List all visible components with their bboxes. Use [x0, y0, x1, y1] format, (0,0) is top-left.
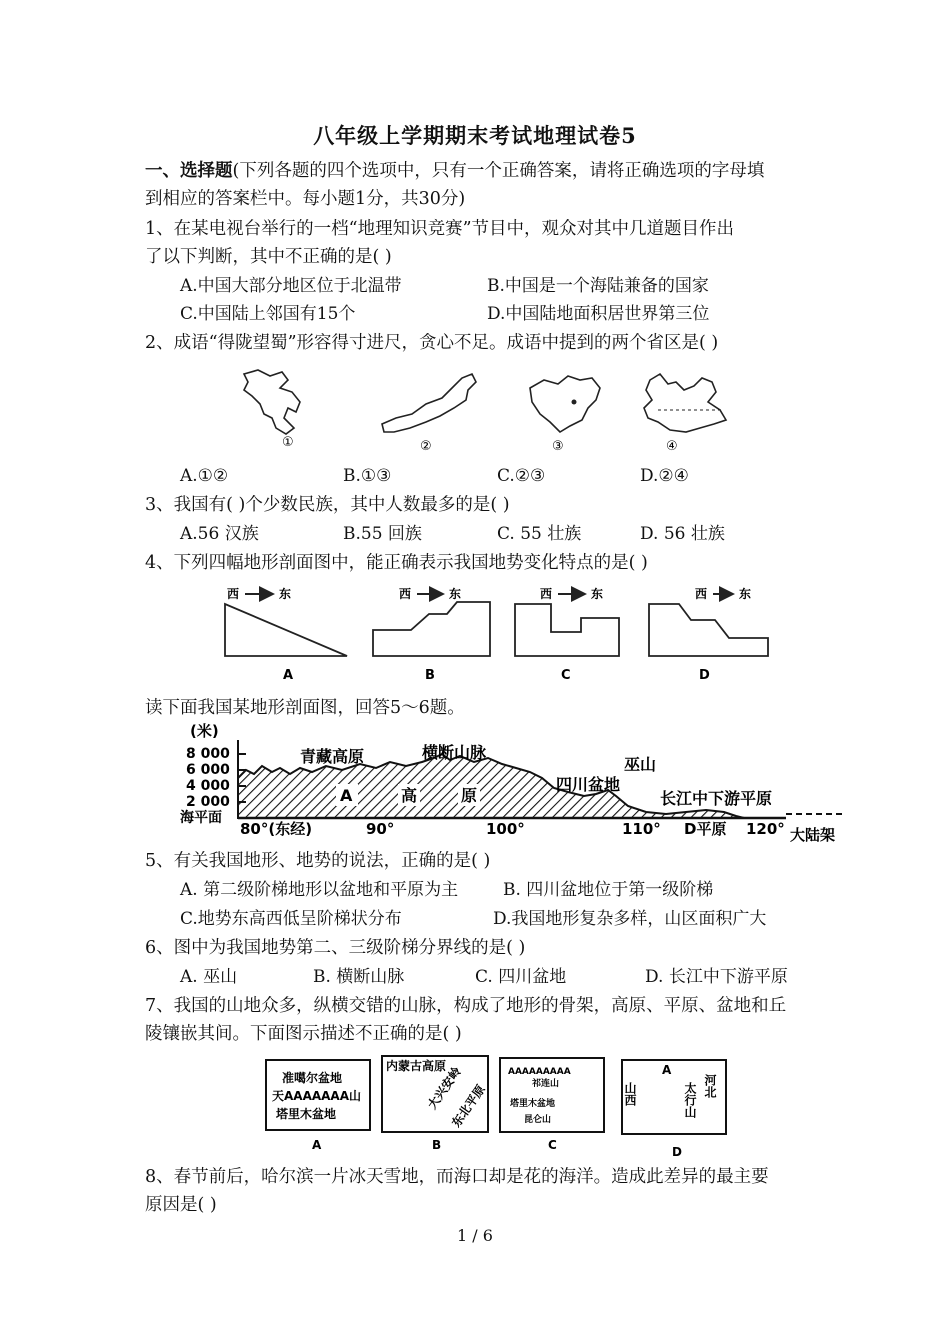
q4a-west: 西: [227, 587, 240, 601]
q7c-line4: 昆仑山: [524, 1115, 552, 1125]
q3-option-a[interactable]: A.56 汉族: [180, 524, 259, 544]
q4d-label: D: [699, 668, 710, 683]
q2-option-a[interactable]: A.①②: [180, 466, 229, 486]
page-number: 1 / 6: [457, 1226, 493, 1245]
terrain-profile-figure: [176, 718, 846, 844]
q5-option-d[interactable]: D.我国地形复杂多样，山区面积广大: [493, 909, 767, 929]
page-title: 八年级上学期期末考试地理试卷5: [313, 123, 637, 148]
q5-option-b[interactable]: B. 四川盆地位于第一级阶梯: [503, 880, 714, 900]
q4b-profile: [373, 602, 490, 656]
q1-stem-1: 1、在某电视台举行的一档“地理知识竞赛”节目中，观众对其中几道题目作出: [145, 219, 735, 239]
q7-stem-1: 7、我国的山地众多，纵横交错的山脉，构成了地形的骨架，高原、平原、盆地和丘: [145, 996, 787, 1016]
q5-stem: 5、有关我国地形、地势的说法，正确的是( ): [145, 851, 491, 871]
x-tick-90: 90°: [366, 820, 395, 838]
q7d-mid: 太行山: [683, 1082, 697, 1118]
q7a-line1: 准噶尔盆地: [282, 1071, 343, 1085]
y-tick-6000: 6 000: [186, 762, 230, 778]
q2-stem: 2、成语“得陇望蜀”形容得寸进尺，贪心不足。成语中提到的两个省区是( ): [145, 333, 719, 353]
q4b-west: 西: [399, 587, 412, 601]
map-label-1: ①: [282, 435, 294, 450]
q3-option-b[interactable]: B.55 回族: [343, 524, 422, 544]
label-qingzang: 青藏高原: [300, 747, 365, 766]
q4b-label: B: [425, 668, 435, 683]
q3-stem: 3、我国有( )个少数民族，其中人数最多的是( ): [145, 495, 510, 515]
q7c-line2: 祁连山: [532, 1079, 560, 1089]
q4c-label: C: [561, 668, 571, 683]
q7a-line2: 天AAAAAAA山: [272, 1089, 362, 1103]
x-tick-80: 80°(东经): [240, 820, 313, 838]
y-tick-4000: 4 000: [186, 778, 230, 794]
label-yuan: 原: [461, 786, 478, 805]
q7d-mounts: A: [662, 1063, 672, 1077]
q2-option-c[interactable]: C.②③: [497, 466, 546, 486]
q7a-label: A: [312, 1138, 322, 1152]
q1-option-b[interactable]: B.中国是一个海陆兼备的国家: [487, 276, 709, 296]
q5-option-a[interactable]: A. 第二级阶梯地形以盆地和平原为主: [180, 880, 459, 900]
q1-option-a[interactable]: A.中国大部分地区位于北温带: [180, 276, 402, 296]
label-hengduan: 横断山脉: [422, 743, 487, 762]
q4-stem: 4、下列四幅地形剖面图中，能正确表示我国地势变化特点的是( ): [145, 553, 648, 573]
x-tick-120: 120°: [746, 820, 785, 838]
q8-stem-1: 8、春节前后，哈尔滨一片冰天雪地，而海口却是花的海洋。造成此差异的最主要: [145, 1167, 769, 1187]
q1-option-c[interactable]: C.中国陆上邻国有15个: [180, 304, 356, 324]
q4-profile-diagrams: [215, 580, 785, 688]
label-changjiang: 长江中下游平原: [660, 789, 773, 808]
profile-intro: 读下面我国某地形剖面图，回答5～6题。: [145, 698, 465, 718]
q4b-east: 东: [449, 587, 462, 601]
inner-mongolia-map-shape: [382, 374, 476, 432]
section-instructions-1: (下列各题的四个选项中，只有一个正确答案，请将正确选项的字母填: [232, 161, 765, 181]
q7b-label: B: [432, 1138, 442, 1152]
q7c-line3: 塔里木盆地: [510, 1099, 556, 1109]
y-tick-8000: 8 000: [186, 746, 230, 762]
sichuan-capital-dot: [572, 400, 577, 405]
profile-unit: (米): [190, 722, 219, 740]
q4c-east: 东: [591, 587, 604, 601]
y-tick-2000: 2 000: [186, 794, 230, 810]
q4d-profile: [649, 604, 768, 656]
q7b-bottom: 东北平原: [448, 1082, 488, 1130]
q4d-east: 东: [739, 587, 752, 601]
q7c-line1: AAAAAAAAA: [508, 1067, 571, 1077]
q4a-east: 东: [279, 587, 292, 601]
q6-option-d[interactable]: D. 长江中下游平原: [645, 967, 788, 987]
section-heading: 一、选择题: [145, 161, 233, 181]
yunnan-map-shape: [644, 374, 726, 432]
q7d-label: D: [672, 1145, 682, 1159]
sichuan-map-shape: [530, 376, 600, 432]
q3-option-c[interactable]: C. 55 壮族: [497, 524, 582, 544]
q4a-profile: [225, 604, 347, 656]
q7d-left: 山西: [623, 1082, 637, 1106]
q4d-west: 西: [695, 587, 708, 601]
q7-stem-2: 陵镶嵌其间。下面图示描述不正确的是( ): [145, 1024, 462, 1044]
section-instructions-2: 到相应的答案栏中。每小题1分，共30分): [145, 189, 466, 209]
q2-option-b[interactable]: B.①③: [343, 466, 392, 486]
q7b-diag: 大兴安岭: [424, 1064, 464, 1112]
q4c-profile: [515, 604, 619, 656]
q7c-label: C: [548, 1138, 557, 1152]
q7d-right: 河北: [703, 1074, 717, 1098]
map-label-4: ④: [666, 439, 678, 454]
q8-stem-2: 原因是( ): [145, 1195, 217, 1215]
q6-option-c[interactable]: C. 四川盆地: [475, 967, 567, 987]
q6-stem: 6、图中为我国地势第二、三级阶梯分界线的是( ): [145, 938, 526, 958]
q6-option-a[interactable]: A. 巫山: [180, 967, 238, 987]
q3-option-d[interactable]: D. 56 壮族: [640, 524, 725, 544]
q2-option-d[interactable]: D.②④: [640, 466, 689, 486]
label-d-plain: D平原: [684, 820, 727, 838]
x-tick-100: 100°: [486, 820, 525, 838]
q4c-west: 西: [540, 587, 553, 601]
map-label-2: ②: [420, 439, 432, 454]
q2-province-maps: [230, 362, 750, 462]
label-a: A: [340, 786, 353, 805]
q6-option-b[interactable]: B. 横断山脉: [313, 967, 405, 987]
q7a-line3: 塔里木盆地: [276, 1107, 337, 1121]
section-intro-line-1: [145, 158, 764, 184]
q4a-label: A: [283, 668, 294, 683]
label-shelf: 大陆架: [790, 826, 836, 844]
q5-option-c[interactable]: C.地势东高西低呈阶梯状分布: [180, 909, 402, 929]
label-sichuan: 四川盆地: [556, 775, 621, 794]
sea-level-label: 海平面: [180, 810, 222, 826]
q7b-line1: 内蒙古高原: [386, 1059, 447, 1073]
label-wushan: 巫山: [624, 755, 657, 774]
q1-option-d[interactable]: D.中国陆地面积居世界第三位: [487, 304, 710, 324]
q7-diagrams: [262, 1052, 732, 1162]
map-label-3: ③: [552, 439, 564, 454]
x-tick-110: 110°: [622, 820, 661, 838]
label-gao: 高: [401, 786, 418, 805]
q1-stem-2: 了以下判断，其中不正确的是( ): [145, 247, 392, 267]
gansu-map-shape: [244, 370, 300, 434]
